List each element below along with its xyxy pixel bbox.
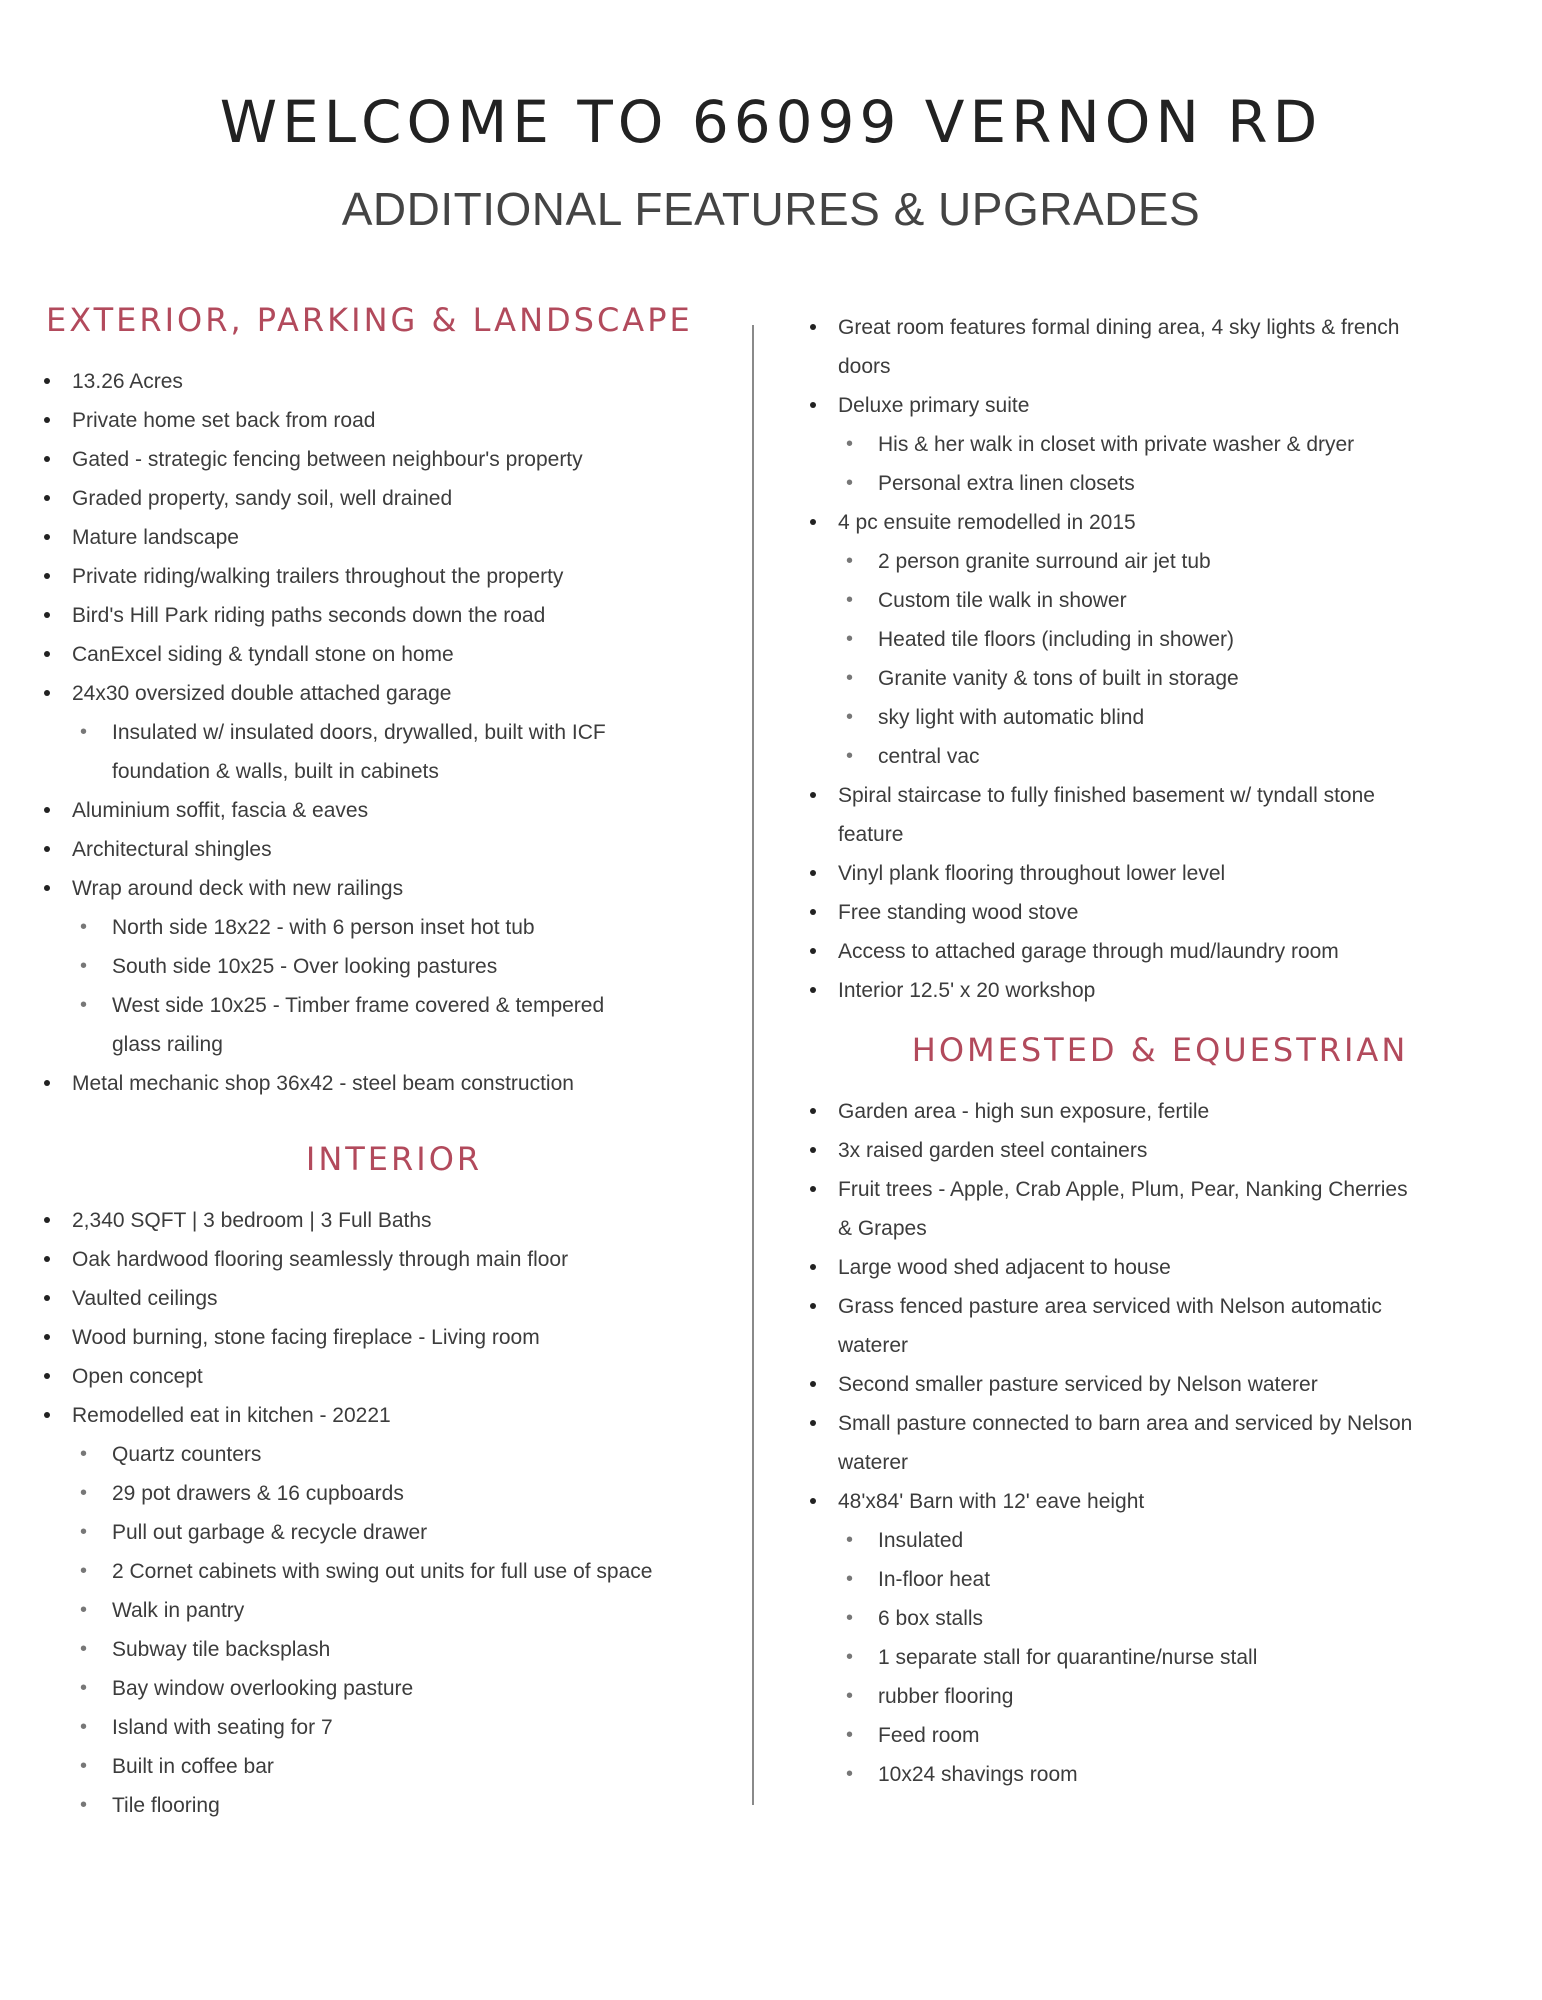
- sub-list-item: • Personal extra linen closets: [838, 464, 1510, 503]
- sub-list-item: • Bay window overlooking pasture: [72, 1669, 744, 1708]
- sub-list-item: • Granite vanity & tons of built in storage: [838, 659, 1510, 698]
- list-item: CanExcel siding & tyndall stone on home: [44, 635, 744, 674]
- list-item: Metal mechanic shop 36x42 - steel beam construction: [44, 1064, 744, 1103]
- list-item-text: Remodelled eat in kitchen - 20221: [72, 1404, 391, 1427]
- sub-list-item-continuation: foundation & walls, built in cabinets: [112, 760, 439, 783]
- spacer: [44, 1103, 744, 1139]
- sub-list-item: • North side 18x22 - with 6 person inset hot tub: [72, 908, 744, 947]
- list-item: Large wood shed adjacent to house: [810, 1248, 1510, 1287]
- interior-continued-list: [810, 308, 1510, 1010]
- right-column: [810, 308, 1510, 1794]
- sub-list-item: • 29 pot drawers & 16 cupboards: [72, 1474, 744, 1513]
- sub-list-item: • Heated tile floors (including in shower): [838, 620, 1510, 659]
- sub-list-item: • West side 10x25 - Timber frame covered & tempered: [72, 986, 744, 1025]
- list-item: Architectural shingles: [44, 830, 744, 869]
- list-item-text-continuation: feature: [838, 823, 904, 846]
- sub-list-item: • Custom tile walk in shower: [838, 581, 1510, 620]
- page-title: WELCOME TO 66099 VERNON RD: [219, 88, 1323, 156]
- list-item-text: Deluxe primary suite: [838, 394, 1030, 417]
- sub-list-item: • central vac: [838, 737, 1510, 776]
- list-item-text-continuation: waterer: [838, 1451, 909, 1474]
- list-item: [810, 1482, 1510, 1794]
- primary-sublist: [810, 425, 1510, 503]
- list-item: Vaulted ceilings: [44, 1279, 744, 1318]
- sub-list-item: • Pull out garbage & recycle drawer: [72, 1513, 744, 1552]
- list-item-text: Spiral staircase to fully finished basement w/ tyndall stone: [838, 784, 1375, 807]
- section-heading-homestead: HOMESTED & EQUESTRIAN: [911, 1031, 1409, 1069]
- kitchen-sublist: [44, 1435, 744, 1825]
- list-item: Graded property, sandy soil, well drained: [44, 479, 744, 518]
- sub-list-item: • rubber flooring: [838, 1677, 1510, 1716]
- ensuite-sublist: [810, 542, 1510, 776]
- section-heading-exterior: EXTERIOR, PARKING & LANDSCAPE: [46, 301, 693, 339]
- list-item: [810, 1170, 1510, 1248]
- list-item-text: Grass fenced pasture area serviced with Nelson automatic: [838, 1295, 1382, 1318]
- list-item: Free standing wood stove: [810, 893, 1510, 932]
- list-item: Vinyl plank flooring throughout lower level: [810, 854, 1510, 893]
- sub-list-item: • Built in coffee bar: [72, 1747, 744, 1786]
- list-item-text: Great room features formal dining area, 4 sky lights & french: [838, 316, 1400, 339]
- list-item: Private home set back from road: [44, 401, 744, 440]
- sub-list-item: • His & her walk in closet with private washer & dryer: [838, 425, 1510, 464]
- sub-list-item: • sky light with automatic blind: [838, 698, 1510, 737]
- list-item: [810, 776, 1510, 854]
- list-item: Aluminium soffit, fascia & eaves: [44, 791, 744, 830]
- list-item-text: 24x30 oversized double attached garage: [72, 682, 452, 705]
- list-item: Second smaller pasture serviced by Nelson waterer: [810, 1365, 1510, 1404]
- list-item: [810, 503, 1510, 776]
- list-item-text-continuation: & Grapes: [838, 1217, 927, 1240]
- sub-list-item: • Quartz counters: [72, 1435, 744, 1474]
- section-heading-interior: INTERIOR: [305, 1140, 483, 1178]
- list-item: Mature landscape: [44, 518, 744, 557]
- list-item: [810, 386, 1510, 503]
- left-column: [44, 300, 744, 1825]
- barn-sublist: [810, 1521, 1510, 1794]
- spacer: [810, 1010, 1510, 1030]
- garage-sublist: [44, 713, 744, 791]
- list-item: Wood burning, stone facing fireplace - Living room: [44, 1318, 744, 1357]
- list-item: Open concept: [44, 1357, 744, 1396]
- sub-list-item: • In-floor heat: [838, 1560, 1510, 1599]
- list-item: 13.26 Acres: [44, 362, 744, 401]
- list-item: Access to attached garage through mud/laundry room: [810, 932, 1510, 971]
- list-item: [810, 1287, 1510, 1365]
- list-item-text-continuation: waterer: [838, 1334, 909, 1357]
- list-item-text: Wrap around deck with new railings: [72, 877, 404, 900]
- list-item-text: Fruit trees - Apple, Crab Apple, Plum, Pear, Nanking Cherries: [838, 1178, 1408, 1201]
- deck-sublist: [44, 908, 744, 1064]
- sub-list-item: • 2 Cornet cabinets with swing out units for full use of space: [72, 1552, 744, 1591]
- list-item-text-continuation: doors: [838, 355, 891, 378]
- list-item: Interior 12.5' x 20 workshop: [810, 971, 1510, 1010]
- list-item-text: Small pasture connected to barn area and serviced by Nelson: [838, 1412, 1413, 1435]
- list-item: Gated - strategic fencing between neighbour's property: [44, 440, 744, 479]
- sub-list-item: • Tile flooring: [72, 1786, 744, 1825]
- sub-list-item: • 2 person granite surround air jet tub: [838, 542, 1510, 581]
- sub-list-item: • Island with seating for 7: [72, 1708, 744, 1747]
- list-item: Oak hardwood flooring seamlessly through main floor: [44, 1240, 744, 1279]
- list-item: 3x raised garden steel containers: [810, 1131, 1510, 1170]
- sub-list-item: • Insulated: [838, 1521, 1510, 1560]
- list-item: 2,340 SQFT | 3 bedroom | 3 Full Baths: [44, 1201, 744, 1240]
- interior-list: [44, 1201, 744, 1825]
- sub-list-item: • 10x24 shavings room: [838, 1755, 1510, 1794]
- list-item-text: 48'x84' Barn with 12' eave height: [838, 1490, 1145, 1513]
- column-divider: [752, 325, 754, 1805]
- list-item: [44, 1396, 744, 1825]
- list-item: [810, 308, 1510, 386]
- list-item: [44, 869, 744, 1064]
- exterior-list: [44, 362, 744, 1103]
- list-item: Garden area - high sun exposure, fertile: [810, 1092, 1510, 1131]
- list-item: [44, 674, 744, 791]
- sub-list-item: • Walk in pantry: [72, 1591, 744, 1630]
- list-item: [810, 1404, 1510, 1482]
- list-item: Bird's Hill Park riding paths seconds down the road: [44, 596, 744, 635]
- sub-list-item: • Feed room: [838, 1716, 1510, 1755]
- list-item: Private riding/walking trailers throughout the property: [44, 557, 744, 596]
- sub-list-item-continuation: glass railing: [112, 1033, 223, 1056]
- sub-list-item: • 6 box stalls: [838, 1599, 1510, 1638]
- sub-list-item: • 1 separate stall for quarantine/nurse stall: [838, 1638, 1510, 1677]
- sub-list-item: • Insulated w/ insulated doors, drywalled, built with ICF: [72, 713, 744, 752]
- sub-list-item: • South side 10x25 - Over looking pastures: [72, 947, 744, 986]
- page-subtitle: ADDITIONAL FEATURES & UPGRADES: [341, 183, 1201, 235]
- homestead-list: [810, 1092, 1510, 1794]
- list-item-text: 4 pc ensuite remodelled in 2015: [838, 511, 1136, 534]
- sub-list-item: • Subway tile backsplash: [72, 1630, 744, 1669]
